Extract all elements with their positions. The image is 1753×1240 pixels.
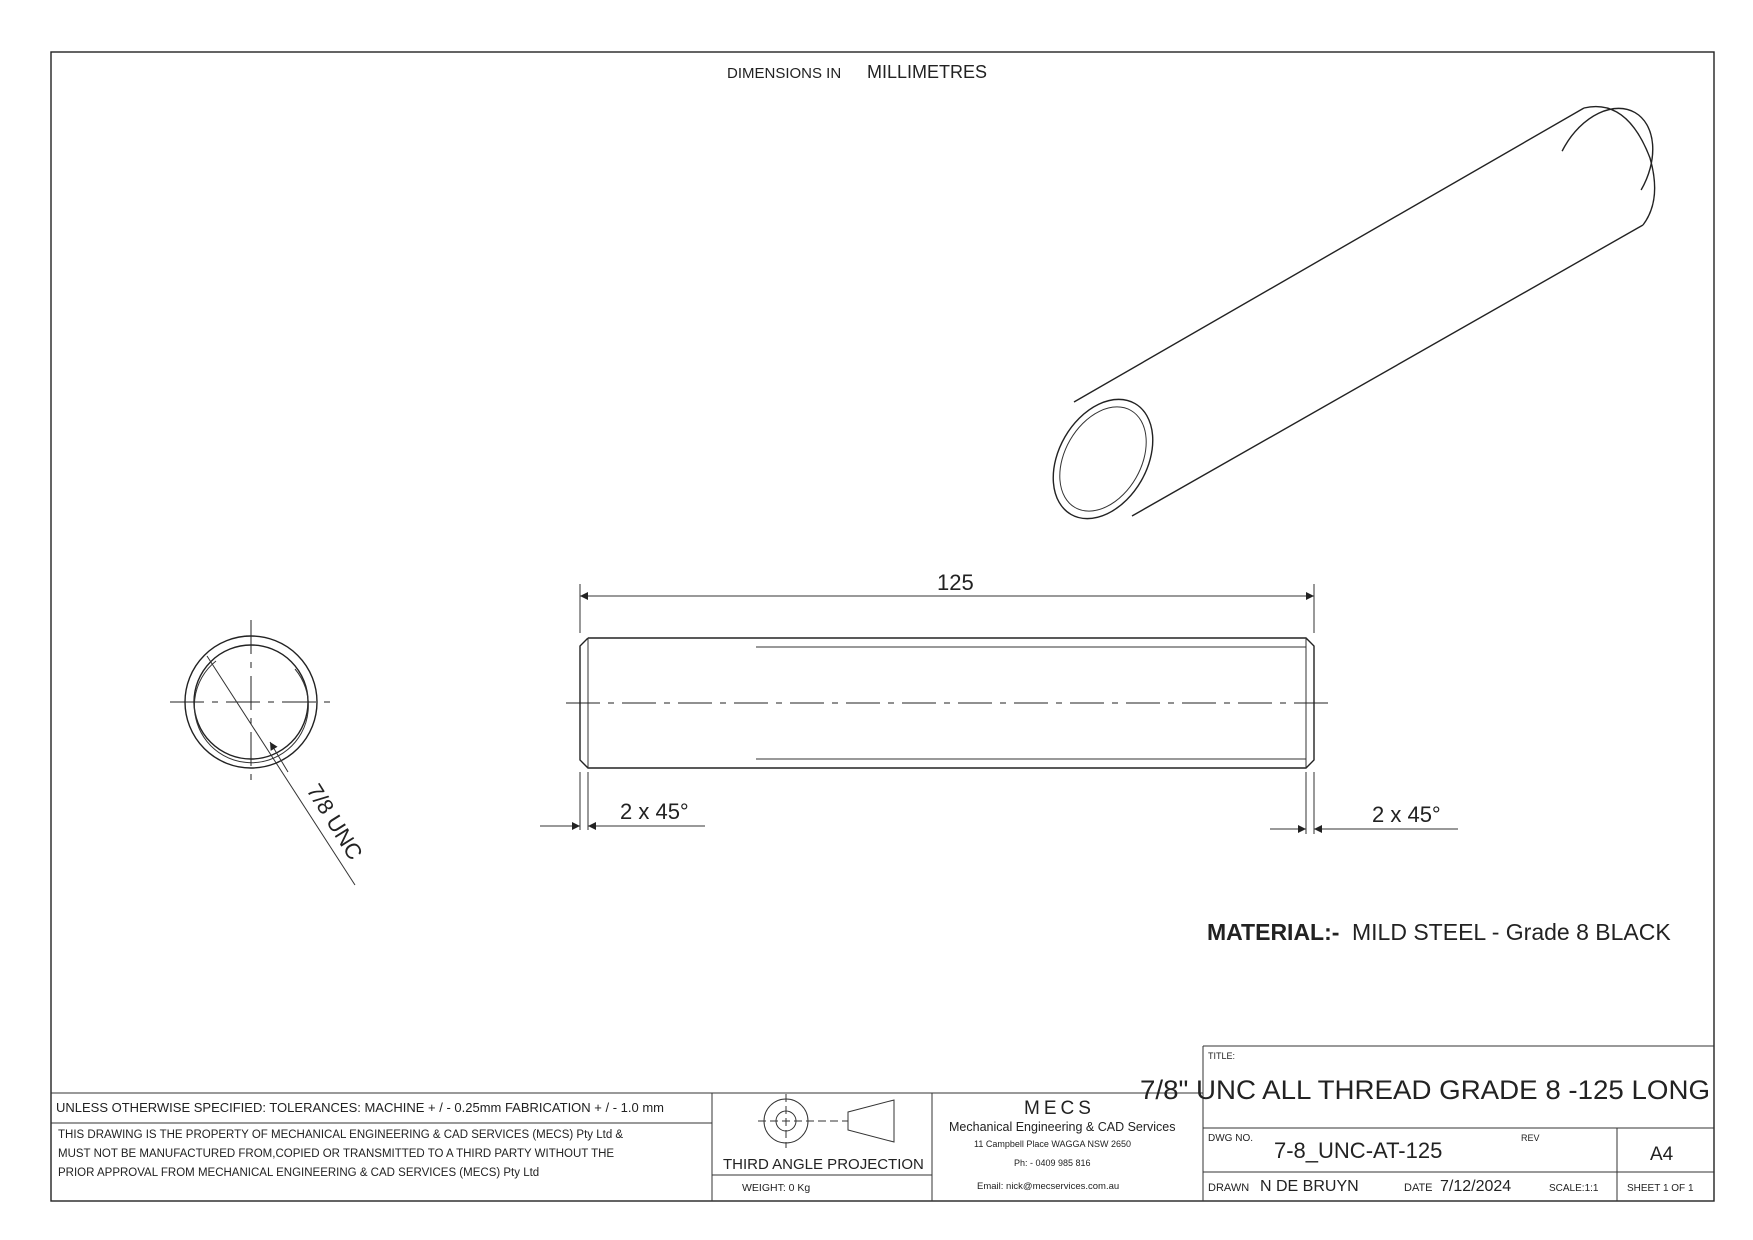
scale-label: SCALE:1:1 [1549, 1183, 1599, 1194]
dwg-no-value: 7-8_UNC-AT-125 [1274, 1138, 1443, 1163]
company-address: 11 Campbell Place WAGGA NSW 2650 [974, 1139, 1132, 1149]
material-value: MILD STEEL - Grade 8 BLACK [1352, 919, 1671, 945]
rev-label: REV [1521, 1133, 1540, 1143]
chamfer-left: 2 x 45° [620, 799, 689, 824]
title-label: TITLE: [1208, 1051, 1236, 1061]
company-phone: Ph: - 0409 985 816 [1014, 1158, 1091, 1168]
material-label: MATERIAL:- [1207, 919, 1340, 945]
end-view [170, 620, 368, 885]
side-view [540, 570, 1458, 834]
sheet-number: SHEET 1 OF 1 [1627, 1183, 1694, 1194]
property-note-line3: PRIOR APPROVAL FROM MECHANICAL ENGINEERING & CAD SERVICES (MECS) Pty Ltd [58, 1167, 540, 1179]
length-dimension: 125 [937, 570, 974, 595]
property-note-line2: MUST NOT BE MANUFACTURED FROM,COPIED OR TRANSMITTED TO A THIRD PARTY WITHOUT THE [58, 1148, 615, 1160]
sheet-size: A4 [1650, 1144, 1674, 1165]
thread-callout: 7/8 UNC [301, 779, 368, 865]
company-logo: MECS [1024, 1098, 1095, 1119]
sheet-border [51, 52, 1714, 1201]
company-name: Mechanical Engineering & CAD Services [949, 1120, 1176, 1134]
thread-leader [207, 656, 355, 885]
date-label: DATE [1404, 1182, 1433, 1194]
tolerances-note: UNLESS OTHERWISE SPECIFIED: TOLERANCES: MACHINE + / - 0.25mm FABRICATION + / - 1.0 mm [56, 1100, 664, 1115]
company-email: Email: nick@mecservices.com.au [977, 1181, 1120, 1192]
weight-label: WEIGHT: 0 Kg [742, 1182, 811, 1194]
drawn-by: N DE BRUYN [1260, 1178, 1359, 1195]
property-note-line1: THIS DRAWING IS THE PROPERTY OF MECHANICAL ENGINEERING & CAD SERVICES (MECS) Pty Ltd & [58, 1129, 624, 1141]
projection-label: THIRD ANGLE PROJECTION [723, 1156, 924, 1173]
drawing-title: 7/8" UNC ALL THREAD GRADE 8 -125 LONG [1140, 1075, 1710, 1105]
dimensions-label: DIMENSIONS IN [727, 65, 842, 82]
title-block [51, 1046, 1714, 1201]
chamfer-right: 2 x 45° [1372, 802, 1441, 827]
drawn-label: DRAWN [1208, 1182, 1250, 1194]
date-value: 7/12/2024 [1440, 1178, 1512, 1195]
isometric-view [1033, 91, 1673, 537]
third-angle-projection-icon [758, 1094, 894, 1148]
dimensions-unit: MILLIMETRES [867, 62, 988, 82]
dwg-no-label: DWG NO. [1208, 1133, 1253, 1144]
